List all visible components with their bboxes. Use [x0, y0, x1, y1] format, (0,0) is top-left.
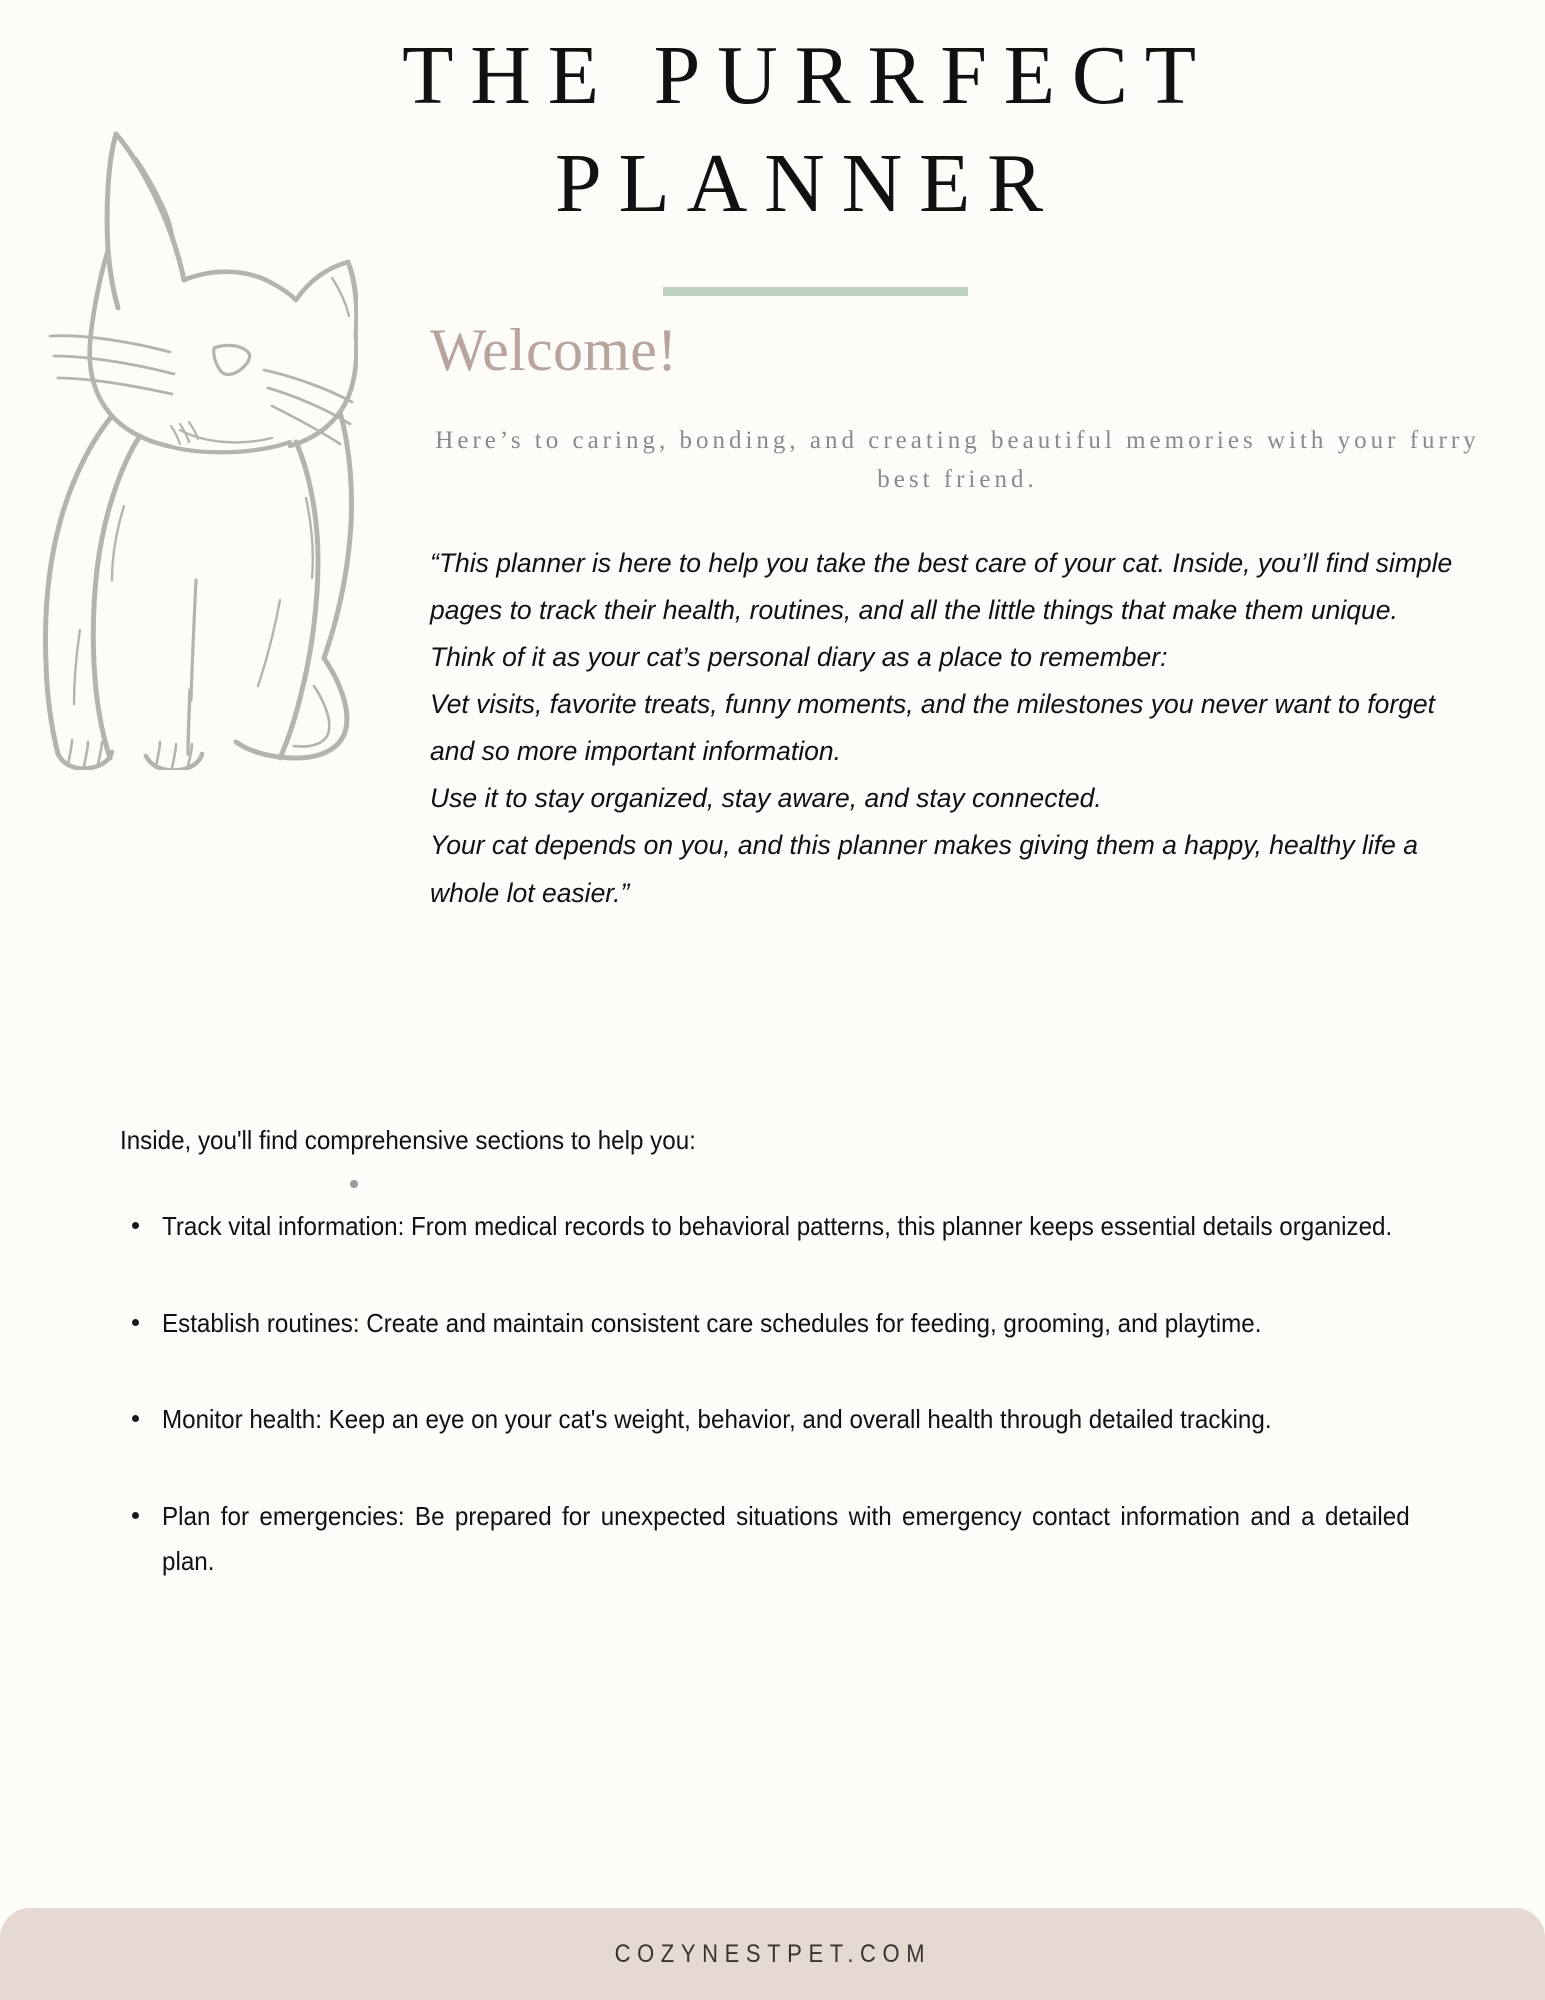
page-footer	[0, 1908, 1545, 2000]
footer-website-text: COZYNESTPET.COM	[614, 1939, 931, 1968]
intro-block	[430, 317, 1505, 917]
list-item-text: Track vital information: From medical records to behavioral patterns, this planner keeps essential details organized.	[162, 1211, 1393, 1241]
list-item	[120, 1494, 1410, 1583]
list-item-text: Plan for emergencies: Be prepared for unexpected situations with emergency contact information and a detailed plan.	[162, 1501, 1410, 1576]
title-line-2: PLANNER	[555, 136, 1060, 230]
page-title	[0, 22, 1545, 237]
quote-line: “This planner is here to help you take the best care of your cat. Inside, you’ll find simple pages to track their health, routines, and all the little things that make them unique.	[430, 547, 1453, 625]
sections-bullet-list	[120, 1204, 1410, 1584]
stray-bullet-dot	[350, 1180, 358, 1188]
sections-intro-line: Inside, you'll find comprehensive sections to help you:	[120, 1125, 696, 1155]
title-accent-rule	[663, 287, 968, 296]
quote-line: Think of it as your cat’s personal diary as a place to remember:	[430, 641, 1168, 672]
quote-block	[430, 540, 1480, 917]
sections-block	[120, 1125, 1420, 1636]
list-item-text: Establish routines: Create and maintain consistent care schedules for feeding, grooming, and playtime.	[162, 1307, 1262, 1338]
quote-line: Use it to stay organized, stay aware, and stay connected.	[430, 783, 1102, 814]
tagline-text: Here’s to caring, bonding, and creating beautiful memories with your furry best friend.	[435, 427, 1480, 493]
list-item	[120, 1204, 1410, 1249]
quote-line: Vet visits, favorite treats, funny moments, and the milestones you never want to forget and so more important information.	[430, 688, 1436, 767]
page-header	[0, 0, 1545, 237]
welcome-heading: Welcome!	[430, 317, 678, 383]
quote-line: Your cat depends on you, and this planner makes giving them a happy, healthy life a whole lot easier.”	[430, 830, 1419, 908]
title-line-1: THE PURRFECT	[402, 29, 1213, 122]
list-item	[120, 1397, 1410, 1442]
list-item	[120, 1301, 1410, 1346]
list-item-text: Monitor health: Keep an eye on your cat's weight, behavior, and overall health through detailed tracking.	[162, 1404, 1272, 1435]
